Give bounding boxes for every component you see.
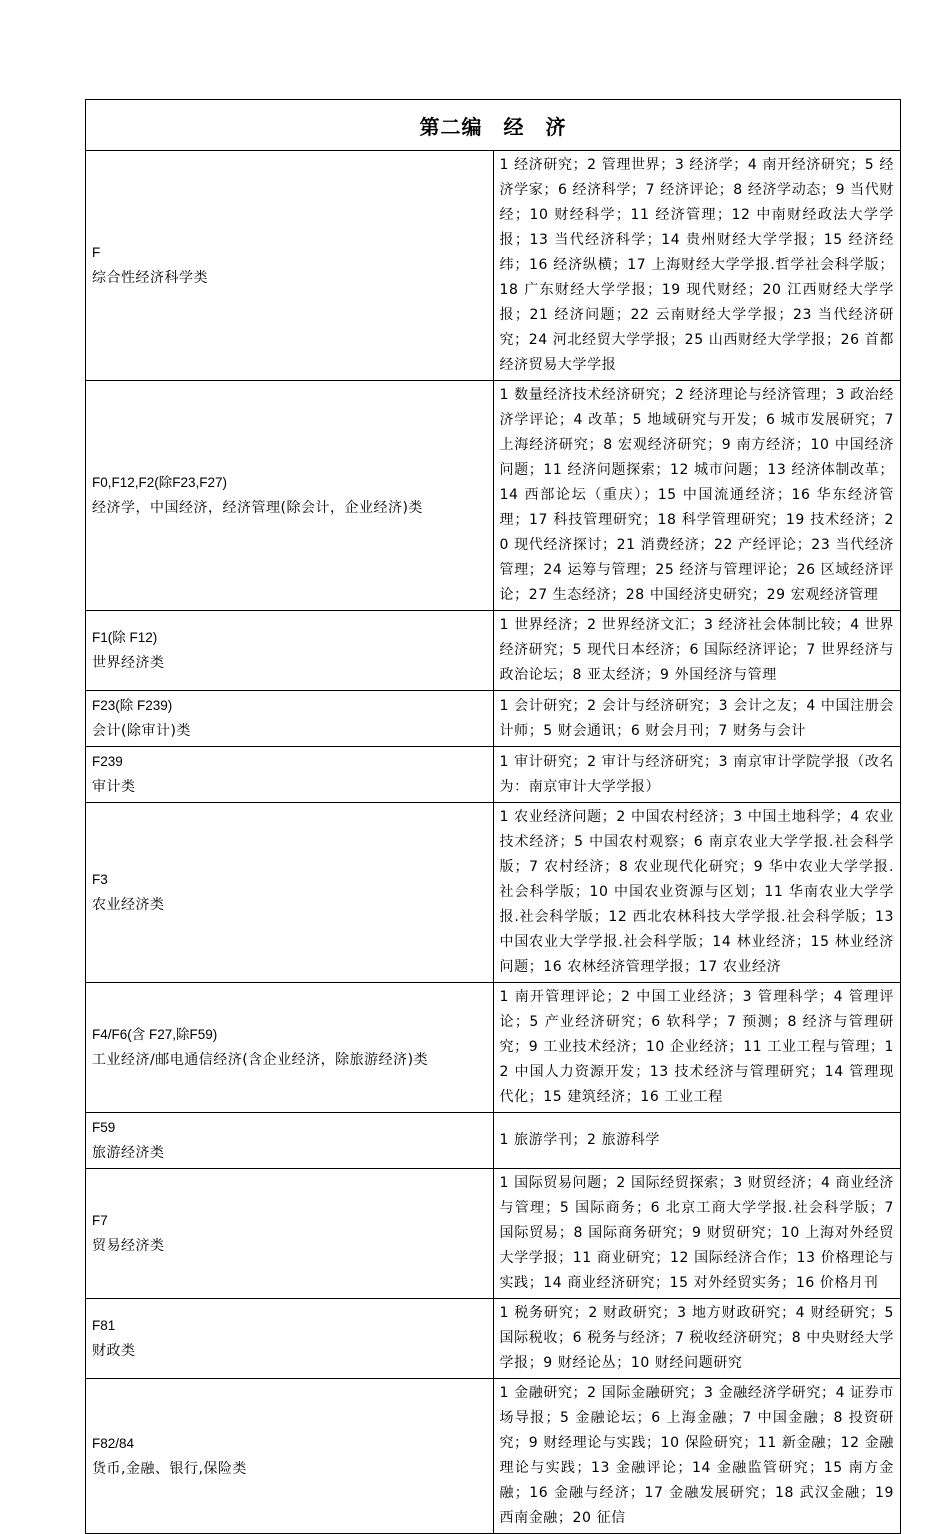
journal-list: 1 国际贸易问题；2 国际经贸探索；3 财贸经济；4 商业经济与管理；5 国际商务；6 北京工商大学学报.社会科学版；7 国际贸易；8 国际商务研究；9 财贸研究；10 上海对外经贸大学学报；11 商业研究；12 国际经济合作；13 价格理论与实践；14 商业经济研究；15 对外经贸实务；16 价格月刊 — [493, 1169, 901, 1299]
category-cell — [86, 1379, 494, 1534]
category-name: 审计类 — [92, 779, 136, 795]
journal-list: 1 数量经济技术经济研究；2 经济理论与经济管理；3 政治经济学评论；4 改革；5 地域研究与开发；6 城市发展研究；7 上海经济研究；8 宏观经济研究；9 南方经济；10 中国经济问题；11 经济问题探索；12 城市问题；13 经济体制改革；14 西部论坛（重庆）；15 中国流通经济；16 华东经济管理；17 科技管理研究；18 科学管理研究；19 技术经济；20 现代经济探讨；21 消费经济；22 产经评论；23 当代经济管理；24 运筹与管理；25 经济与管理评论；26 区域经济评论；27 生态经济；28 中国经济史研究；29 宏观经济管理 — [493, 381, 901, 611]
category-code: F81 — [92, 1318, 116, 1333]
journal-list: 1 审计研究；2 审计与经济研究；3 南京审计学院学报（改名为：南京审计大学学报） — [493, 747, 901, 803]
category-name: 贸易经济类 — [92, 1238, 165, 1254]
category-code: F1(除 F12) — [92, 630, 158, 645]
journal-list: 1 农业经济问题；2 中国农村经济；3 中国土地科学；4 农业技术经济；5 中国农村观察；6 南京农业大学学报.社会科学版；7 农村经济；8 农业现代化研究；9 华中农业大学学报.社会科学版；10 中国农业资源与区划；11 华南农业大学学报.社会科学版；12 西北农林科技大学学报.社会科学版；13 中国农业大学学报.社会科学版；14 林业经济；15 林业经济问题；16 农林经济管理学报；17 农业经济 — [493, 803, 901, 983]
category-code: F23(除 F239) — [92, 698, 173, 713]
journal-list: 1 经济研究；2 管理世界；3 经济学；4 南开经济研究；5 经济学家；6 经济科学；7 经济评论；8 经济学动态；9 当代财经；10 财经科学；11 经济管理；12 中南财经政法大学学报；13 当代经济科学；14 贵州财经大学学报；15 经济经纬；16 经济纵横；17 上海财经大学学报.哲学社会科学版；18 广东财经大学学报；19 现代财经；20 江西财经大学学报；21 经济问题；22 云南财经大学学报；23 当代经济研究；24 河北经贸大学学报；25 山西财经大学学报；26 首都经济贸易大学学报 — [493, 151, 901, 381]
category-name: 农业经济类 — [92, 897, 165, 913]
category-name: 工业经济/邮电通信经济(含企业经济，除旅游经济)类 — [92, 1052, 429, 1068]
table-row — [86, 1299, 901, 1379]
title-row — [86, 100, 901, 151]
category-code: F59 — [92, 1120, 116, 1135]
category-code: F3 — [92, 872, 108, 887]
category-name: 世界经济类 — [92, 655, 165, 671]
journal-list: 1 会计研究；2 会计与经济研究；3 会计之友；4 中国注册会计师；5 财会通讯；6 财会月刊；7 财务与会计 — [493, 691, 901, 747]
category-code: F0,F12,F2(除F23,F27) — [92, 475, 228, 490]
category-code: F — [92, 245, 101, 260]
table-row — [86, 1379, 901, 1534]
category-cell — [86, 611, 494, 691]
category-cell — [86, 1299, 494, 1379]
category-cell — [86, 151, 494, 381]
category-cell — [86, 1113, 494, 1169]
category-name: 综合性经济科学类 — [92, 270, 208, 286]
category-code: F82/84 — [92, 1435, 135, 1451]
table-row — [86, 611, 901, 691]
category-cell — [86, 747, 494, 803]
category-code: F239 — [92, 754, 123, 769]
category-name: 财政类 — [92, 1343, 136, 1359]
table-row — [86, 803, 901, 983]
table-row — [86, 151, 901, 381]
journal-table — [85, 99, 901, 1534]
category-code: F4/F6(含 F27,除F59) — [92, 1027, 218, 1042]
journal-list: 1 税务研究；2 财政研究；3 地方财政研究；4 财经研究；5 国际税收；6 税务与经济；7 税收经济研究；8 中央财经大学学报；9 财经论丛；10 财经问题研究 — [493, 1299, 901, 1379]
table-row — [86, 983, 901, 1113]
category-cell — [86, 983, 494, 1113]
category-code: F7 — [92, 1213, 108, 1228]
table-row — [86, 1113, 901, 1169]
category-cell — [86, 1169, 494, 1299]
table-row — [86, 747, 901, 803]
table-row — [86, 381, 901, 611]
journal-list: 1 金融研究；2 国际金融研究；3 金融经济学研究；4 证券市场导报；5 金融论坛；6 上海金融；7 中国金融；8 投资研究；9 财经理论与实践；10 保险研究；11 新金融；12 金融理论与实践；13 金融评论；14 金融监管研究；15 南方金融；16 金融与经济；17 金融发展研究；18 武汉金融；19 西南金融；20 征信 — [493, 1379, 901, 1534]
category-cell — [86, 803, 494, 983]
table-row — [86, 1169, 901, 1299]
journal-list: 1 旅游学刊；2 旅游科学 — [493, 1113, 901, 1169]
category-cell — [86, 381, 494, 611]
section-title: 第二编 经 济 — [86, 100, 901, 151]
category-name: 货币,金融、银行,保险类 — [92, 1460, 247, 1477]
category-name: 旅游经济类 — [92, 1145, 165, 1161]
table-row — [86, 691, 901, 747]
category-name: 经济学，中国经济，经济管理(除会计，企业经济)类 — [92, 500, 423, 516]
journal-list: 1 南开管理评论；2 中国工业经济；3 管理科学；4 管理评论；5 产业经济研究；6 软科学；7 预测；8 经济与管理研究；9 工业技术经济；10 企业经济；11 工业工程与管理；12 中国人力资源开发；13 技术经济与管理研究；14 管理现代化；15 建筑经济；16 工业工程 — [493, 983, 901, 1113]
category-name: 会计(除审计)类 — [92, 723, 191, 739]
category-cell — [86, 691, 494, 747]
journal-list: 1 世界经济；2 世界经济文汇；3 经济社会体制比较；4 世界经济研究；5 现代日本经济；6 国际经济评论；7 世界经济与政治论坛；8 亚太经济；9 外国经济与管理 — [493, 611, 901, 691]
